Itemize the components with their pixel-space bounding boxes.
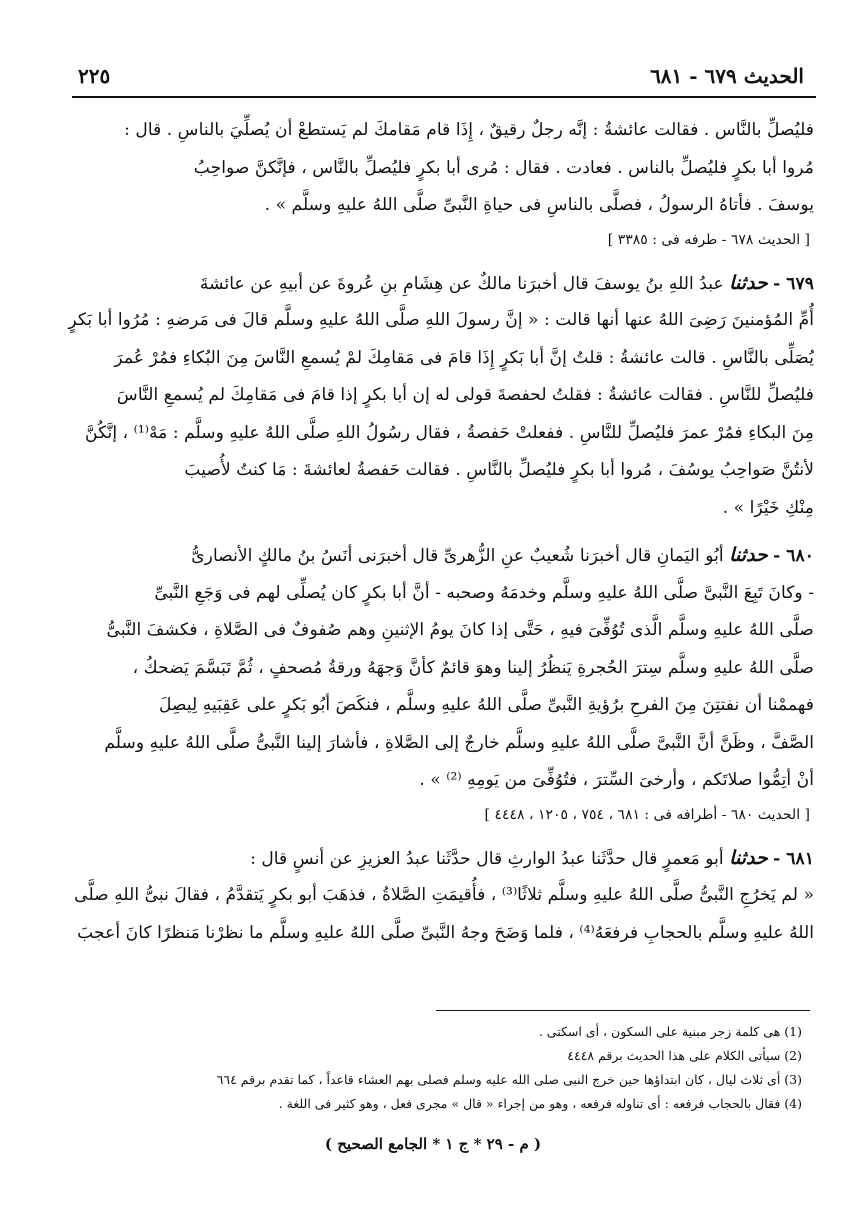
text-line: فليُصلِّ للنَّاسِ . فقالت عائشةُ : فقلتُ لحفصةَ قولى له إن أبا بكرٍ إذا قامَ فى مَقامِكَ لم يُسمعِ النَّاسَ bbox=[116, 385, 814, 405]
footnote: (3) أى ثلاث ليال ، كان ابتداؤها حين خرج النبى صلى الله عليه وسلم فصلى بهم العشاء قاعداً ، كما تقدم برقم ٦٦٤ bbox=[216, 1072, 802, 1087]
running-title: الحديث ٦٧٩ - ٦٨١ bbox=[650, 64, 804, 88]
main-text bbox=[66, 112, 814, 952]
text-line: - وكانَ تَبِعَ النَّبىَّ صلَّى اللهُ عليهِ وسلَّم وخدمَهُ وصحبه - أنَّ أبا بكرٍ كان يُصلِّى لهم فى وَجَعِ النَّبىِّ bbox=[154, 582, 814, 603]
text-line: مِنْكِ خَيْرًا » . bbox=[722, 497, 814, 518]
text-line: اللهُ عليهِ وسلَّم بالحجابِ فرفعَهُ⁽⁴⁾ ، فلما وَضَحَ وجهُ النَّبىِّ صلَّى اللهُ عليهِ وسلَّم ما نظرْنا مَنظرًا كانَ أعجبَ bbox=[77, 922, 814, 943]
hadith-number: ٦٨٠ - bbox=[773, 546, 814, 566]
text-line: أنْ أتِمُّوا صلاتَكم ، وأرخىَ السِّترَ ، فتُوُفِّىَ من يَومِهِ ⁽²⁾ » . bbox=[419, 770, 814, 790]
text-line: صلَّى اللهُ عليهِ وسلَّم الَّذى تُوُفِّىَ فيهِ ، حَتَّى إذا كانَ يومُ الإثنينِ وهم صُفوفٌ فى الصَّلاةِ ، فكشفَ النَّبىُّ bbox=[106, 620, 814, 640]
hadith-number: ٦٨١ - bbox=[773, 848, 814, 869]
page-number: ٢٢٥ bbox=[78, 64, 111, 88]
isnad-text: عبدُ اللهِ بنُ يوسفَ قال أخبرَنا مالكٌ عن هِشَامِ بنِ عُروةَ عن أبيهِ عن عائشةَ bbox=[199, 273, 724, 294]
haddathana-word: حدثنا bbox=[729, 544, 768, 566]
text-line: « لم يَخرُجِ النَّبىُّ صلَّى اللهُ عليهِ وسلَّم ثلاثًا⁽³⁾ ، فأُقيمَتِ الصَّلاةُ ، فذهَبَ أبو بكرٍ يَتقدَّمُ ، فقالَ نبىُّ اللهِ صلَّى bbox=[74, 885, 814, 905]
text-line: صلَّى اللهُ عليهِ وسلَّم سِترَ الحُجرةِ يَنظُرُ إلينا وهوَ قائمٌ كأنَّ وَجهَهُ ورقةُ مُصحفٍ ، ثُمَّ تَبَسَّمَ يَضحكُ ، bbox=[132, 657, 814, 678]
hadith-680 bbox=[66, 537, 814, 830]
text-line: أُمِّ المُؤمنينَ رَضِىَ اللهُ عنها أنها قالت : « إنَّ رسولَ اللهِ صلَّى اللهُ عليهِ وسلَّم قالَ فى مَرضهِ : مُرُوا أبا بَكرٍ bbox=[68, 310, 814, 330]
hadith-680-crossref: [ الحديث ٦٨٠ - أطرافه فى : ٦٨١ ، ٧٥٤ ، ١٢٠٥ ، ٤٤٤٨ ] bbox=[484, 806, 810, 823]
footnotes bbox=[66, 1020, 802, 1116]
isnad-text: أبُو اليَمانِ قال أخبرَنا شُعيبٌ عنِ الزُّهرىِّ قال أخبرَنى أنَسُ بنُ مالكٍ الأنصارىُّ bbox=[191, 546, 724, 566]
text-line: يُصَلِّى بالنَّاسِ . قالت عائشةُ : قلتُ إنَّ أبا بَكرٍ إِذَا قامَ فى مَقامِكَ لمْ يُسمعِ النَّاسَ مِنَ البُكاءِ فمُرْ عُمرَ bbox=[114, 347, 814, 368]
text-line: الصَّفَّ ، وظَنَّ أنَّ النَّبىَّ صلَّى اللهُ عليهِ وسلَّم خارجٌ إلى الصَّلاةِ ، فأشارَ إلينا النَّبىُّ صلَّى اللهُ عليهِ وسلَّم bbox=[104, 732, 814, 753]
hadith-681 bbox=[66, 840, 814, 953]
signature-footer: ( م - ٢٩ * ج ١ * الجامع الصحيح ) bbox=[324, 1135, 542, 1153]
isnad-text: أبو مَعمرٍ قال حدَّثَنا عبدُ الوارثِ قال حدَّثَنا عبدُ العزيزِ عن أنسٍ قال : bbox=[250, 848, 724, 869]
haddathana-word: حدثنا bbox=[729, 271, 768, 294]
hadith-681-first-line bbox=[66, 840, 814, 878]
text-line: يوسفَ . فأتاهُ الرسولُ ، فصلَّى بالناسِ فى حياةِ النَّبىِّ صلَّى اللهُ عليهِ وسلَّم » . bbox=[264, 195, 814, 215]
hadith-678-continuation bbox=[66, 112, 814, 255]
text-line: فهممْنا أن نفتتِنَ مِنَ الفرحِ برُؤيةِ النَّبىِّ صلَّى اللهُ عليهِ وسلَّم ، فنكَصَ أبُو بَكرٍ على عَقِبَيهِ لِيصِلَ bbox=[158, 695, 814, 715]
footnote-rule bbox=[436, 1010, 810, 1011]
hadith-679 bbox=[66, 265, 814, 528]
footnote: (1) هى كلمة زجر مبنية على السكون ، أى اسكتى . bbox=[538, 1024, 802, 1039]
text-line: مُروا أبا بكرٍ فليُصلِّ بالناس . فعادت . فقال : مُرى أبا بكرٍ فليُصلِّ بالنَّاس ، فإنَّكنَّ صواحِبُ bbox=[193, 157, 814, 178]
footnote: (4) فقال بالحجاب فرفعه : أى تناوله فرفعه ، وهو من إجراء « قال » مجرى فعل ، وهو كثير فى اللغة . bbox=[278, 1096, 802, 1111]
hadith-678-crossref: [ الحديث ٦٧٨ - طرفه فى : ٣٣٨٥ ] bbox=[607, 231, 810, 248]
text-line: لأنتُنَّ صَواحِبُ يوسُفَ ، مُروا أبا بكرٍ فليُصلِّ بالنَّاسِ . فقالت حَفصةُ لعائشةَ : مَا كنتُ لأُصيبَ bbox=[184, 460, 814, 480]
hadith-680-first-line bbox=[66, 537, 814, 575]
page-header bbox=[72, 56, 814, 96]
text-line: مِنَ البكاءِ فمُرْ عمرَ فليُصلِّ للنَّاسِ . ففعلتْ حَفصةُ ، فقال رسُولُ اللهِ صلَّى اللهُ عليهِ وسلَّم : مَهْ⁽¹⁾ ، إنَّكُنَّ bbox=[84, 422, 814, 443]
header-rule bbox=[72, 96, 816, 98]
hadith-679-first-line bbox=[66, 265, 814, 303]
haddathana-word: حدثنا bbox=[729, 846, 768, 869]
footnote: (2) سيأتى الكلام على هذا الحديث برقم ٤٤٤٨ bbox=[567, 1048, 802, 1063]
hadith-number: ٦٧٩ - bbox=[773, 273, 814, 294]
text-line: فليُصلِّ بالنَّاس . فقالت عائشةُ : إنَّه رجلٌ رقيقٌ ، إِذَا قام مَقامكَ لم يَستطعْ أن يُصلِّيَ بالناسِ . قال : bbox=[124, 120, 814, 140]
